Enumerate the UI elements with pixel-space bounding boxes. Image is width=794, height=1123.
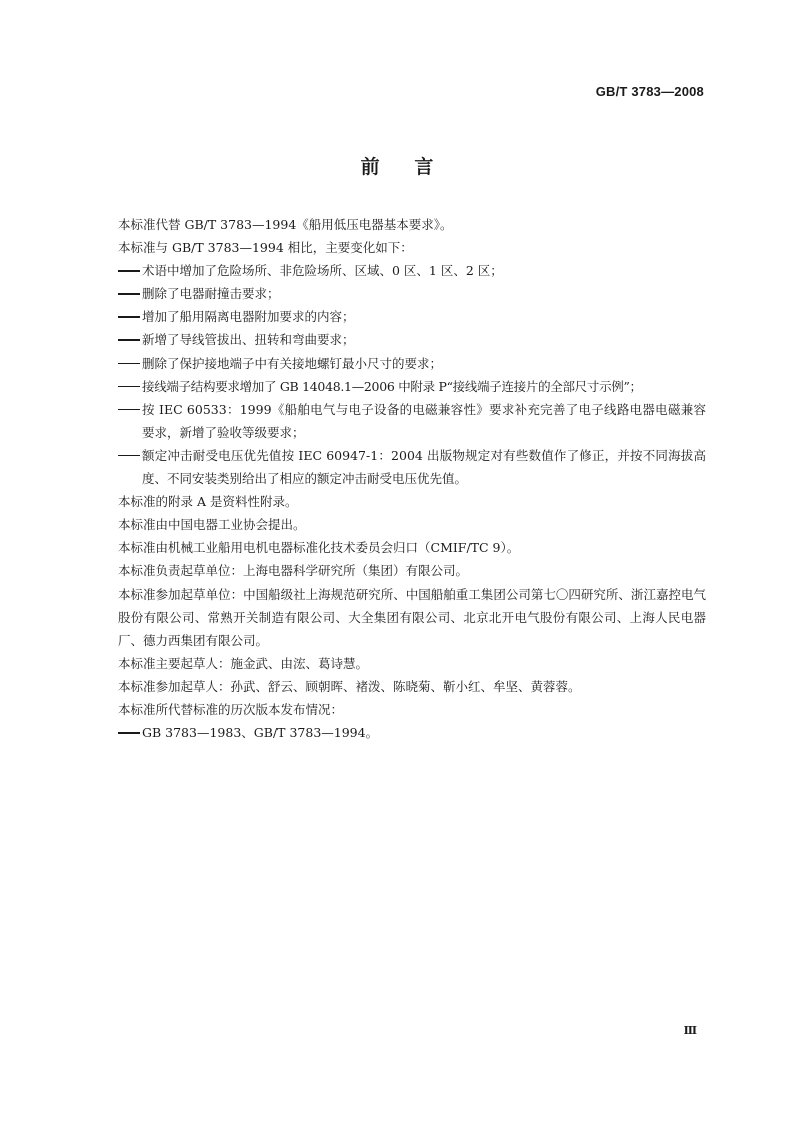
change-item-text: 额定冲击耐受电压优先值按 IEC 60947-1：2004 出版物规定对有些数值作了修正，并按不同海拔高度、不同安装类别给出了相应的额定冲击耐受电压优先值。 — [142, 447, 706, 487]
annex-note: 本标准的附录 A 是资料性附录。 — [118, 494, 298, 510]
dash-marker — [118, 282, 142, 305]
participating-units: 本标准参加起草单位：中国船级社上海规范研究所、中国船舶重工集团公司第七〇四研究所、浙江嘉控电气股份有限公司、常熟开关制造有限公司、大全集团有限公司、北京北开电气股份有限公司、上海人民电器厂、德力西集团有限公司。 — [118, 586, 706, 648]
change-item-text: 接线端子结构要求增加了 GB 14048.1—2006 中附录 P“接线端子连接片的全部尺寸示例”； — [142, 378, 642, 394]
change-item-text: 按 IEC 60533：1999《船舶电气与电子设备的电磁兼容性》要求补充完善了电子线路电器电磁兼容要求，新增了验收等级要求； — [142, 401, 706, 440]
dash-marker — [118, 352, 142, 375]
committee-note: 本标准由机械工业船用电机电器标准化技术委员会归口（CMIF/TC 9）。 — [118, 540, 520, 556]
dash-marker — [118, 444, 142, 490]
title-char-2: 言 — [414, 156, 434, 178]
dash-marker — [118, 721, 142, 744]
history-item — [118, 721, 706, 744]
lead-drafter-unit: 本标准负责起草单位：上海电器科学研究所（集团）有限公司。 — [118, 563, 469, 579]
dash-marker — [118, 398, 142, 444]
dash-marker — [118, 328, 142, 351]
dash-marker — [118, 305, 142, 328]
history-intro: 本标准所代替标准的历次版本发布情况： — [118, 701, 344, 717]
main-drafters: 本标准主要起草人：施金武、由浤、葛诗慧。 — [118, 655, 369, 671]
change-item — [118, 305, 706, 328]
history-item-text: GB 3783—1983、GB/T 3783—1994。 — [142, 725, 379, 741]
change-item-text: 删除了电器耐撞击要求； — [142, 286, 280, 302]
page-title — [0, 152, 794, 179]
change-item-text: 增加了船用隔离电器附加要求的内容； — [142, 309, 355, 325]
title-char-1: 前 — [360, 156, 380, 178]
standard-code: GB/T 3783—2008 — [595, 84, 704, 99]
change-item — [118, 328, 706, 351]
page-number: Ⅲ — [683, 1024, 697, 1037]
change-item-text: 删除了保护接地端子中有关接地螺钉最小尺寸的要求； — [142, 355, 443, 371]
change-item — [118, 375, 706, 398]
changes-intro: 本标准与 GB/T 3783—1994 相比，主要变化如下： — [118, 240, 413, 256]
participating-drafters: 本标准参加起草人：孙武、舒云、顾朝晖、褚泼、陈晓菊、靳小红、牟坚、黄蓉蓉。 — [118, 678, 581, 694]
replacement-statement: 本标准代替 GB/T 3783—1994《船用低压电器基本要求》。 — [118, 217, 453, 232]
change-item — [118, 282, 706, 305]
change-item-text: 新增了导线管拔出、扭转和弯曲要求； — [142, 332, 355, 348]
proposer-note: 本标准由中国电器工业协会提出。 — [118, 517, 306, 533]
change-item — [118, 352, 706, 375]
change-item — [118, 444, 706, 490]
change-item — [118, 398, 706, 444]
foreword-body — [118, 213, 706, 744]
change-item-text: 术语中增加了危险场所、非危险场所、区域、0 区、1 区、2 区； — [142, 263, 503, 279]
dash-marker — [118, 375, 142, 398]
dash-marker — [118, 259, 142, 282]
change-item — [118, 259, 706, 282]
